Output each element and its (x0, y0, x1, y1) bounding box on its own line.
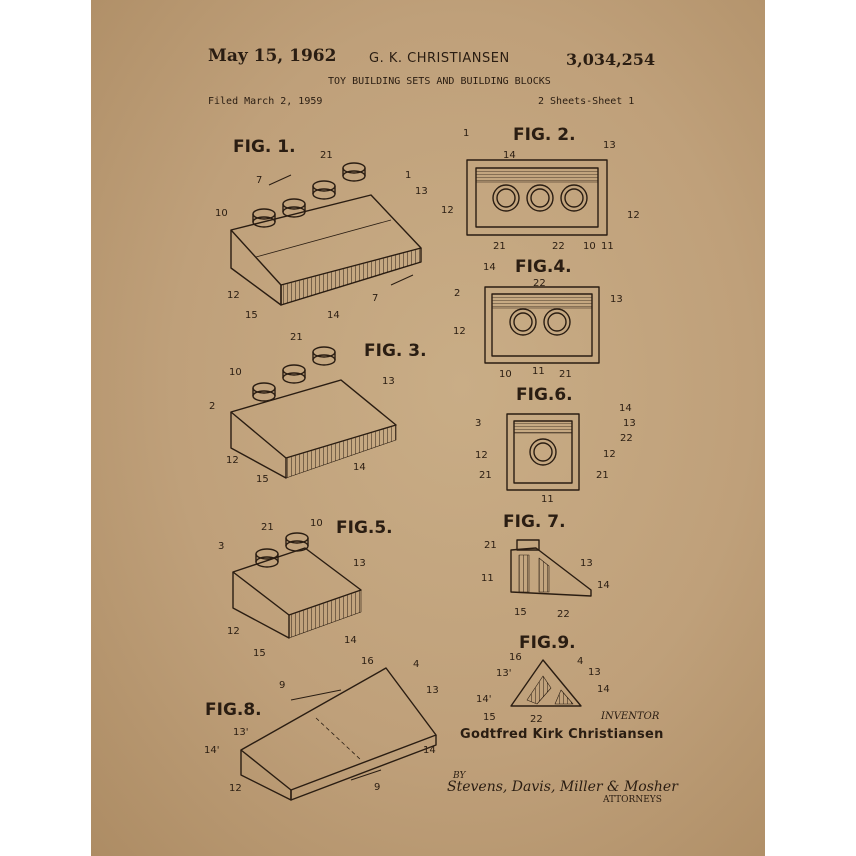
ref-2-fig4: 2 (454, 288, 461, 299)
ref-11-fig7: 11 (481, 573, 494, 584)
ref-9b-fig8: 9 (374, 782, 381, 793)
patent-sheet (91, 0, 765, 856)
ref-10-fig2: 10 (583, 241, 596, 252)
ref-12b-fig2: 12 (627, 210, 640, 221)
ref-13-fig2: 13 (603, 140, 616, 151)
ref-12b-fig6: 12 (603, 449, 616, 460)
ref-13p-fig8: 13' (233, 727, 249, 738)
ref-11-fig6: 11 (541, 494, 554, 505)
ref-14-fig9: 14 (597, 684, 610, 695)
ref-2-fig3: 2 (209, 401, 216, 412)
ref-1-fig2: 1 (463, 128, 470, 139)
attorney-signature: Stevens, Davis, Miller & Mosher (447, 779, 678, 795)
reference-numerals (204, 128, 640, 794)
ref-9-fig8: 9 (279, 680, 286, 691)
ref-3-fig6: 3 (475, 418, 482, 429)
ref-13: 13 (415, 186, 428, 197)
ref-21-fig4: 21 (559, 369, 572, 380)
ref-15-fig5: 15 (253, 648, 266, 659)
ref-21: 21 (320, 150, 333, 161)
fig7-section (511, 540, 591, 596)
ref-13p-fig9: 13' (496, 668, 512, 679)
fig3-block (231, 347, 396, 478)
ref-12-fig6: 12 (475, 450, 488, 461)
ref-14: 14 (327, 310, 340, 321)
ref-7: 7 (256, 175, 263, 186)
fig3-label: FIG. 3. (364, 341, 427, 361)
ref-21-fig2: 21 (493, 241, 506, 252)
ref-14p-fig8: 14' (204, 745, 220, 756)
fig2-top-view (467, 160, 607, 235)
ref-11-fig2: 11 (601, 241, 614, 252)
ref-22-fig6: 22 (620, 433, 633, 444)
fig6-label: FIG.6. (516, 385, 573, 405)
ref-15-fig7: 15 (514, 607, 527, 618)
ref-12: 12 (227, 290, 240, 301)
patent-title: TOY BUILDING SETS AND BUILDING BLOCKS (328, 76, 551, 87)
ref-12-fig8: 12 (229, 783, 242, 794)
ref-15: 15 (245, 310, 258, 321)
ref-13-fig6: 13 (623, 418, 636, 429)
ref-14-fig6: 14 (619, 403, 632, 414)
patent-date: May 15, 1962 (208, 46, 337, 66)
ref-14p-fig9: 14' (476, 694, 492, 705)
fig8-block (241, 668, 436, 800)
ref-10-fig3: 10 (229, 367, 242, 378)
fig5-block (233, 533, 361, 638)
inventor-label: INVENTOR (601, 711, 660, 722)
ref-11-fig4: 11 (532, 366, 545, 377)
ref-21-fig5: 21 (261, 522, 274, 533)
ref-13-fig4: 13 (610, 294, 623, 305)
by-label: BY (453, 771, 466, 781)
ref-22-fig9: 22 (530, 714, 543, 725)
ref-14-fig5: 14 (344, 635, 357, 646)
ref-10-fig5: 10 (310, 518, 323, 529)
fig4-top-view (485, 287, 599, 363)
ref-13-fig7: 13 (580, 558, 593, 569)
ref-4-fig9: 4 (577, 656, 584, 667)
ref-21-fig7: 21 (484, 540, 497, 551)
ref-14-fig7: 14 (597, 580, 610, 591)
ref-22-fig7: 22 (557, 609, 570, 620)
ref-13-fig3: 13 (382, 376, 395, 387)
fig1-label: FIG. 1. (233, 137, 296, 157)
fig5-label: FIG.5. (336, 518, 393, 538)
inventor-name: Godtfred Kirk Christiansen (460, 727, 664, 742)
ref-16-fig8: 16 (361, 656, 374, 667)
fig8-label: FIG.8. (205, 700, 262, 720)
ref-4-fig8: 4 (413, 659, 420, 670)
ref-15-fig9: 15 (483, 712, 496, 723)
ref-12-fig4: 12 (453, 326, 466, 337)
ref-13-fig5: 13 (353, 558, 366, 569)
fig7-label: FIG. 7. (503, 512, 566, 532)
ref-22-fig2: 22 (552, 241, 565, 252)
ref-12-fig3: 12 (226, 455, 239, 466)
fig9-section (511, 660, 581, 706)
ref-3-fig5: 3 (218, 541, 225, 552)
ref-14-fig8: 14 (423, 745, 436, 756)
ref-10: 10 (215, 208, 228, 219)
ref-14-fig4: 14 (483, 262, 496, 273)
ref-15-fig3: 15 (256, 474, 269, 485)
fig6-top-view (507, 414, 579, 490)
ref-14-fig2: 14 (503, 150, 516, 161)
ref-10-fig4: 10 (499, 369, 512, 380)
ref-21b-fig6: 21 (596, 470, 609, 481)
ref-12-fig5: 12 (227, 626, 240, 637)
ref-14-fig3: 14 (353, 462, 366, 473)
patent-drawing (91, 0, 765, 856)
ref-22-fig4: 22 (533, 278, 546, 289)
ref-21-fig3: 21 (290, 332, 303, 343)
ref-13-fig8: 13 (426, 685, 439, 696)
ref-1: 1 (405, 170, 412, 181)
fig4-label: FIG.4. (515, 257, 572, 277)
attorneys-label: ATTORNEYS (603, 795, 662, 805)
inventor-header: G. K. CHRISTIANSEN (369, 51, 510, 66)
fig2-label: FIG. 2. (513, 125, 576, 145)
ref-21-fig6: 21 (479, 470, 492, 481)
ref-12-fig2: 12 (441, 205, 454, 216)
patent-number: 3,034,254 (566, 50, 656, 69)
filed-date: Filed March 2, 1959 (208, 96, 323, 107)
ref-16-fig9: 16 (509, 652, 522, 663)
ref-13-fig9: 13 (588, 667, 601, 678)
fig9-label: FIG.9. (519, 633, 576, 653)
sheet-count: 2 Sheets-Sheet 1 (538, 96, 635, 107)
ref-7b: 7 (372, 293, 379, 304)
